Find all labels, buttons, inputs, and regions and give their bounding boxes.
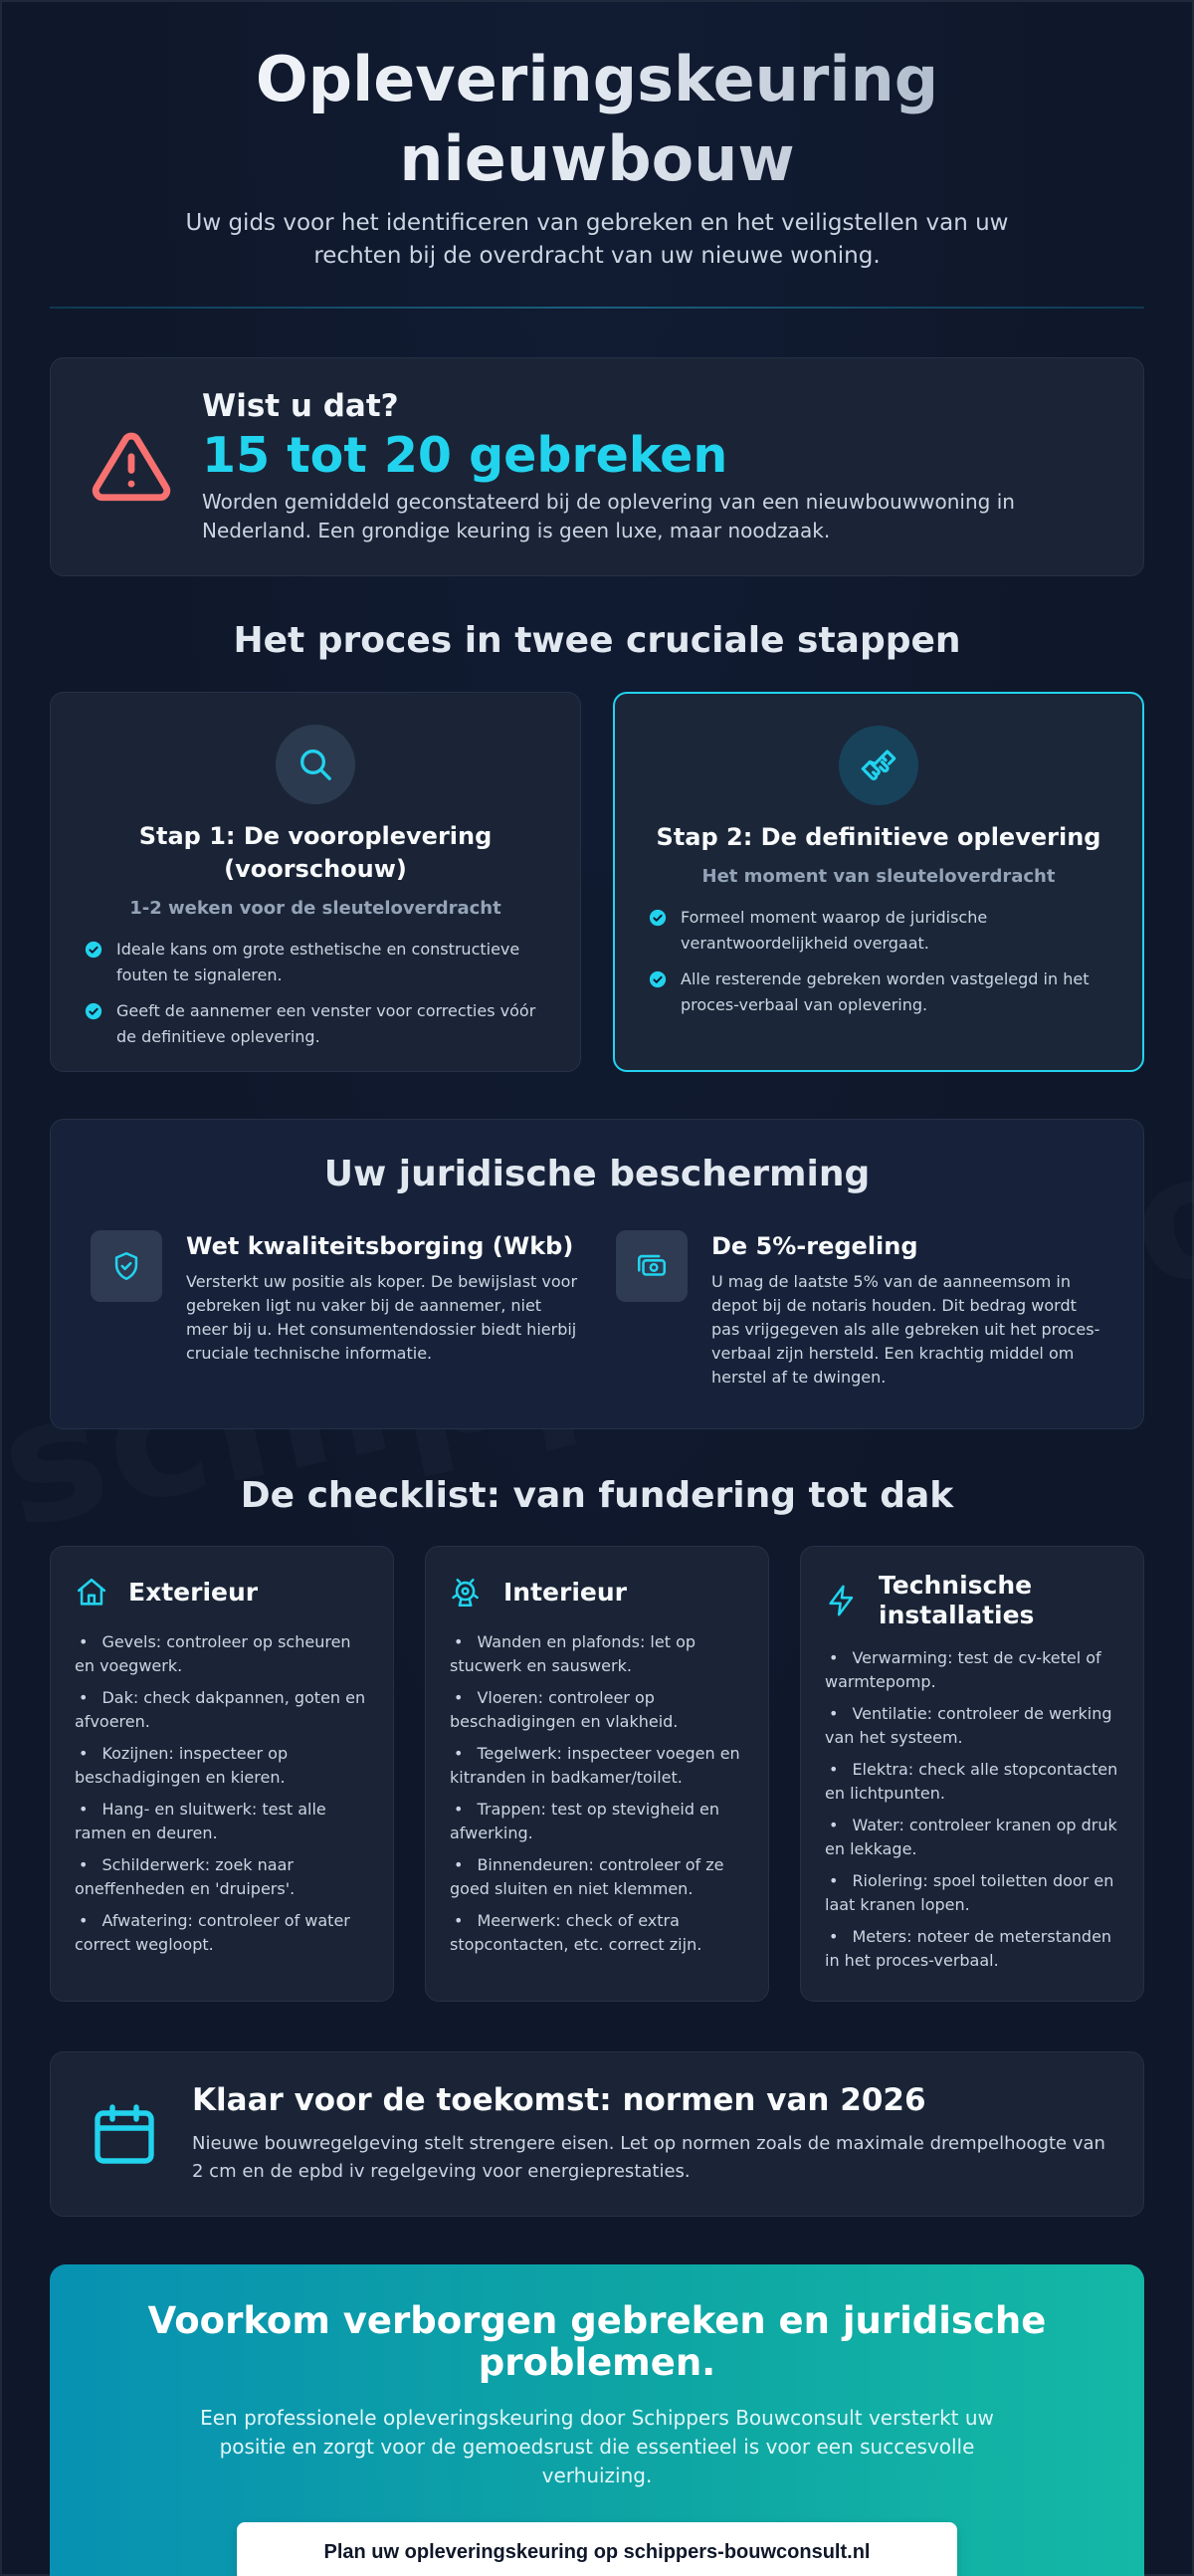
list-item: • Meerwerk: check of extra stopcontacten, etc. correct zijn. bbox=[450, 1909, 744, 1957]
legal-title: Uw juridische bescherming bbox=[323, 1154, 871, 1194]
paint-roller-icon bbox=[450, 1576, 484, 1610]
list-item: • Wanden en plafonds: let op stucwerk en sauswerk. bbox=[450, 1630, 744, 1678]
list-item: • Water: controleer kranen op druk en lekkage. bbox=[825, 1814, 1119, 1861]
step-subtitle: Het moment van sleuteloverdracht bbox=[701, 866, 1056, 887]
checklist-name: Interieur bbox=[503, 1578, 627, 1607]
check-circle-icon bbox=[649, 970, 667, 988]
checklist-columns bbox=[50, 1546, 1144, 2002]
page-title: Opleveringskeuring nieuwbouw bbox=[50, 40, 1144, 199]
checklist-items bbox=[825, 1646, 1119, 1973]
search-icon bbox=[296, 745, 335, 784]
list-item: • Tegelwerk: inspecteer voegen en kitranden in badkamer/toilet. bbox=[450, 1742, 744, 1790]
checklist-header bbox=[450, 1571, 744, 1614]
step-card-2 bbox=[613, 692, 1144, 1072]
step-icon-wrap bbox=[276, 725, 355, 804]
handshake-icon bbox=[858, 745, 899, 786]
fact-text: Worden gemiddeld geconstateerd bij de oplevering van een nieuwbouwwoning in Nederland. Een grondige keuring is geen luxe, maar noodzaak. bbox=[202, 490, 1015, 542]
fact-card bbox=[50, 357, 1144, 576]
house-icon bbox=[75, 1576, 108, 1610]
cta-button[interactable]: Plan uw opleveringskeuring op schippers-bouwconsult.nl bbox=[237, 2522, 957, 2576]
legal-item-wkb bbox=[91, 1230, 578, 1390]
legal-content bbox=[711, 1230, 1103, 1390]
step-title: Stap 1: De vooroplevering (voorschouw) bbox=[138, 822, 493, 883]
cta-title: Voorkom verborgen gebreken en juridische problemen. bbox=[147, 2299, 1047, 2384]
calendar-icon bbox=[89, 2098, 160, 2170]
page-subtitle: Uw gids voor het identificeren van gebreken en het veiligstellen van uw rechten bij de overdracht van uw nieuwe woning. bbox=[185, 210, 1009, 269]
future-content bbox=[192, 2082, 1105, 2186]
checklist-items bbox=[75, 1630, 369, 1957]
list-item: • Riolering: spoel toiletten door en laat kranen lopen. bbox=[825, 1869, 1119, 1917]
legal-content bbox=[186, 1230, 578, 1390]
list-item: • Schilderwerk: zoek naar oneffenheden en 'druipers'. bbox=[75, 1853, 369, 1901]
list-item bbox=[85, 937, 546, 988]
page-header bbox=[50, 0, 1144, 309]
list-item: • Gevels: controleer op scheuren en voegwerk. bbox=[75, 1630, 369, 1678]
check-circle-icon bbox=[85, 1002, 102, 1020]
money-icon bbox=[635, 1249, 669, 1283]
legal-card bbox=[50, 1119, 1144, 1429]
checklist-card-interieur bbox=[425, 1546, 769, 2002]
step-title: Stap 2: De definitieve oplevering bbox=[656, 823, 1101, 851]
legal-icon-wrap bbox=[616, 1230, 688, 1302]
list-item: • Meters: noteer de meterstanden in het proces-verbaal. bbox=[825, 1925, 1119, 1973]
list-item: • Hang- en sluitwerk: test alle ramen en deuren. bbox=[75, 1798, 369, 1845]
fact-number: 15 tot 20 gebreken bbox=[202, 427, 728, 484]
future-title: Klaar voor de toekomst: normen van 2026 bbox=[192, 2082, 926, 2118]
legal-item-5-percent bbox=[616, 1230, 1103, 1390]
step-bullets bbox=[85, 937, 546, 1050]
header-divider bbox=[50, 307, 1144, 309]
list-item: • Elektra: check alle stopcontacten en lichtpunten. bbox=[825, 1758, 1119, 1806]
checklist-title: De checklist: van fundering tot dak bbox=[240, 1475, 954, 1516]
cta-text: Een professionele opleveringskeuring door Schippers Bouwconsult versterkt uw positie en zorgt voor de gemoedsrust die essentieel is voor een succesvolle verhuizing. bbox=[200, 2406, 994, 2487]
step-subtitle: 1-2 weken voor de sleuteloverdracht bbox=[129, 898, 501, 919]
fact-heading: Wist u dat? bbox=[202, 388, 399, 424]
legal-text: U mag de laatste 5% van de aanneemsom in depot bij de notaris houden. Dit bedrag wordt pas vrijgegeven als alle gebreken uit het proces-verbaal zijn hersteld. Een krachtig middel om herstel af te dwingen. bbox=[711, 1272, 1100, 1387]
list-item bbox=[85, 998, 546, 1050]
step-icon-wrap bbox=[839, 726, 918, 805]
list-item: • Verwarming: test de cv-ketel of warmtepomp. bbox=[825, 1646, 1119, 1694]
check-circle-icon bbox=[649, 909, 667, 927]
checklist-items bbox=[450, 1630, 744, 1957]
list-item: • Trappen: test op stevigheid en afwerking. bbox=[450, 1798, 744, 1845]
bullet-text: Geeft de aannemer een venster voor correcties vóór de definitieve oplevering. bbox=[116, 1001, 536, 1046]
list-item: • Binnendeuren: controleer of ze goed sluiten en niet klemmen. bbox=[450, 1853, 744, 1901]
step-card-1 bbox=[50, 692, 581, 1072]
legal-name: Wet kwaliteitsborging (Wkb) bbox=[186, 1232, 574, 1260]
bullet-text: Formeel moment waarop de juridische verantwoordelijkheid overgaat. bbox=[681, 908, 988, 953]
list-item: • Afwatering: controleer of water correct wegloopt. bbox=[75, 1909, 369, 1957]
cta-banner bbox=[50, 2264, 1144, 2576]
bolt-icon bbox=[825, 1584, 859, 1617]
checklist-header bbox=[75, 1571, 369, 1614]
checklist-name: Technische installaties bbox=[879, 1571, 1035, 1629]
bullet-text: Ideale kans om grote esthetische en constructieve fouten te signaleren. bbox=[116, 940, 520, 984]
list-item: • Kozijnen: inspecteer op beschadigingen en kieren. bbox=[75, 1742, 369, 1790]
legal-text: Versterkt uw positie als koper. De bewijslast voor gebreken ligt nu vaker bij de aannemer, niet meer bij u. Het consumentendossier biedt hierbij cruciale technische informatie. bbox=[186, 1272, 578, 1363]
legal-icon-wrap bbox=[91, 1230, 162, 1302]
list-item: • Dak: check dakpannen, goten en afvoeren. bbox=[75, 1686, 369, 1734]
step-bullets bbox=[649, 905, 1108, 1018]
checklist-header bbox=[825, 1571, 1119, 1630]
check-circle-icon bbox=[85, 941, 102, 959]
list-item: • Ventilatie: controleer de werking van het systeem. bbox=[825, 1702, 1119, 1750]
checklist-card-installaties bbox=[800, 1546, 1144, 2002]
list-item: • Vloeren: controleer op beschadigingen en vlakheid. bbox=[450, 1686, 744, 1734]
process-title: Het proces in twee cruciale stappen bbox=[233, 620, 961, 661]
checklist-name: Exterieur bbox=[128, 1578, 259, 1607]
bullet-text: Alle resterende gebreken worden vastgelegd in het proces-verbaal van oplevering. bbox=[681, 969, 1090, 1014]
fact-content bbox=[202, 388, 1103, 545]
shield-check-icon bbox=[109, 1249, 143, 1283]
process-steps bbox=[50, 692, 1144, 1072]
future-card bbox=[50, 2051, 1144, 2217]
list-item bbox=[649, 966, 1108, 1018]
legal-name: De 5%-regeling bbox=[711, 1232, 918, 1260]
page-container bbox=[50, 0, 1144, 2576]
list-item bbox=[649, 905, 1108, 957]
checklist-card-exterieur bbox=[50, 1546, 394, 2002]
warning-icon bbox=[91, 426, 172, 508]
future-text: Nieuwe bouwregelgeving stelt strengere eisen. Let op normen zoals de maximale drempelhoogte van 2 cm en de epbd iv regelgeving voor energieprestaties. bbox=[192, 2133, 1105, 2182]
legal-items bbox=[91, 1230, 1103, 1390]
